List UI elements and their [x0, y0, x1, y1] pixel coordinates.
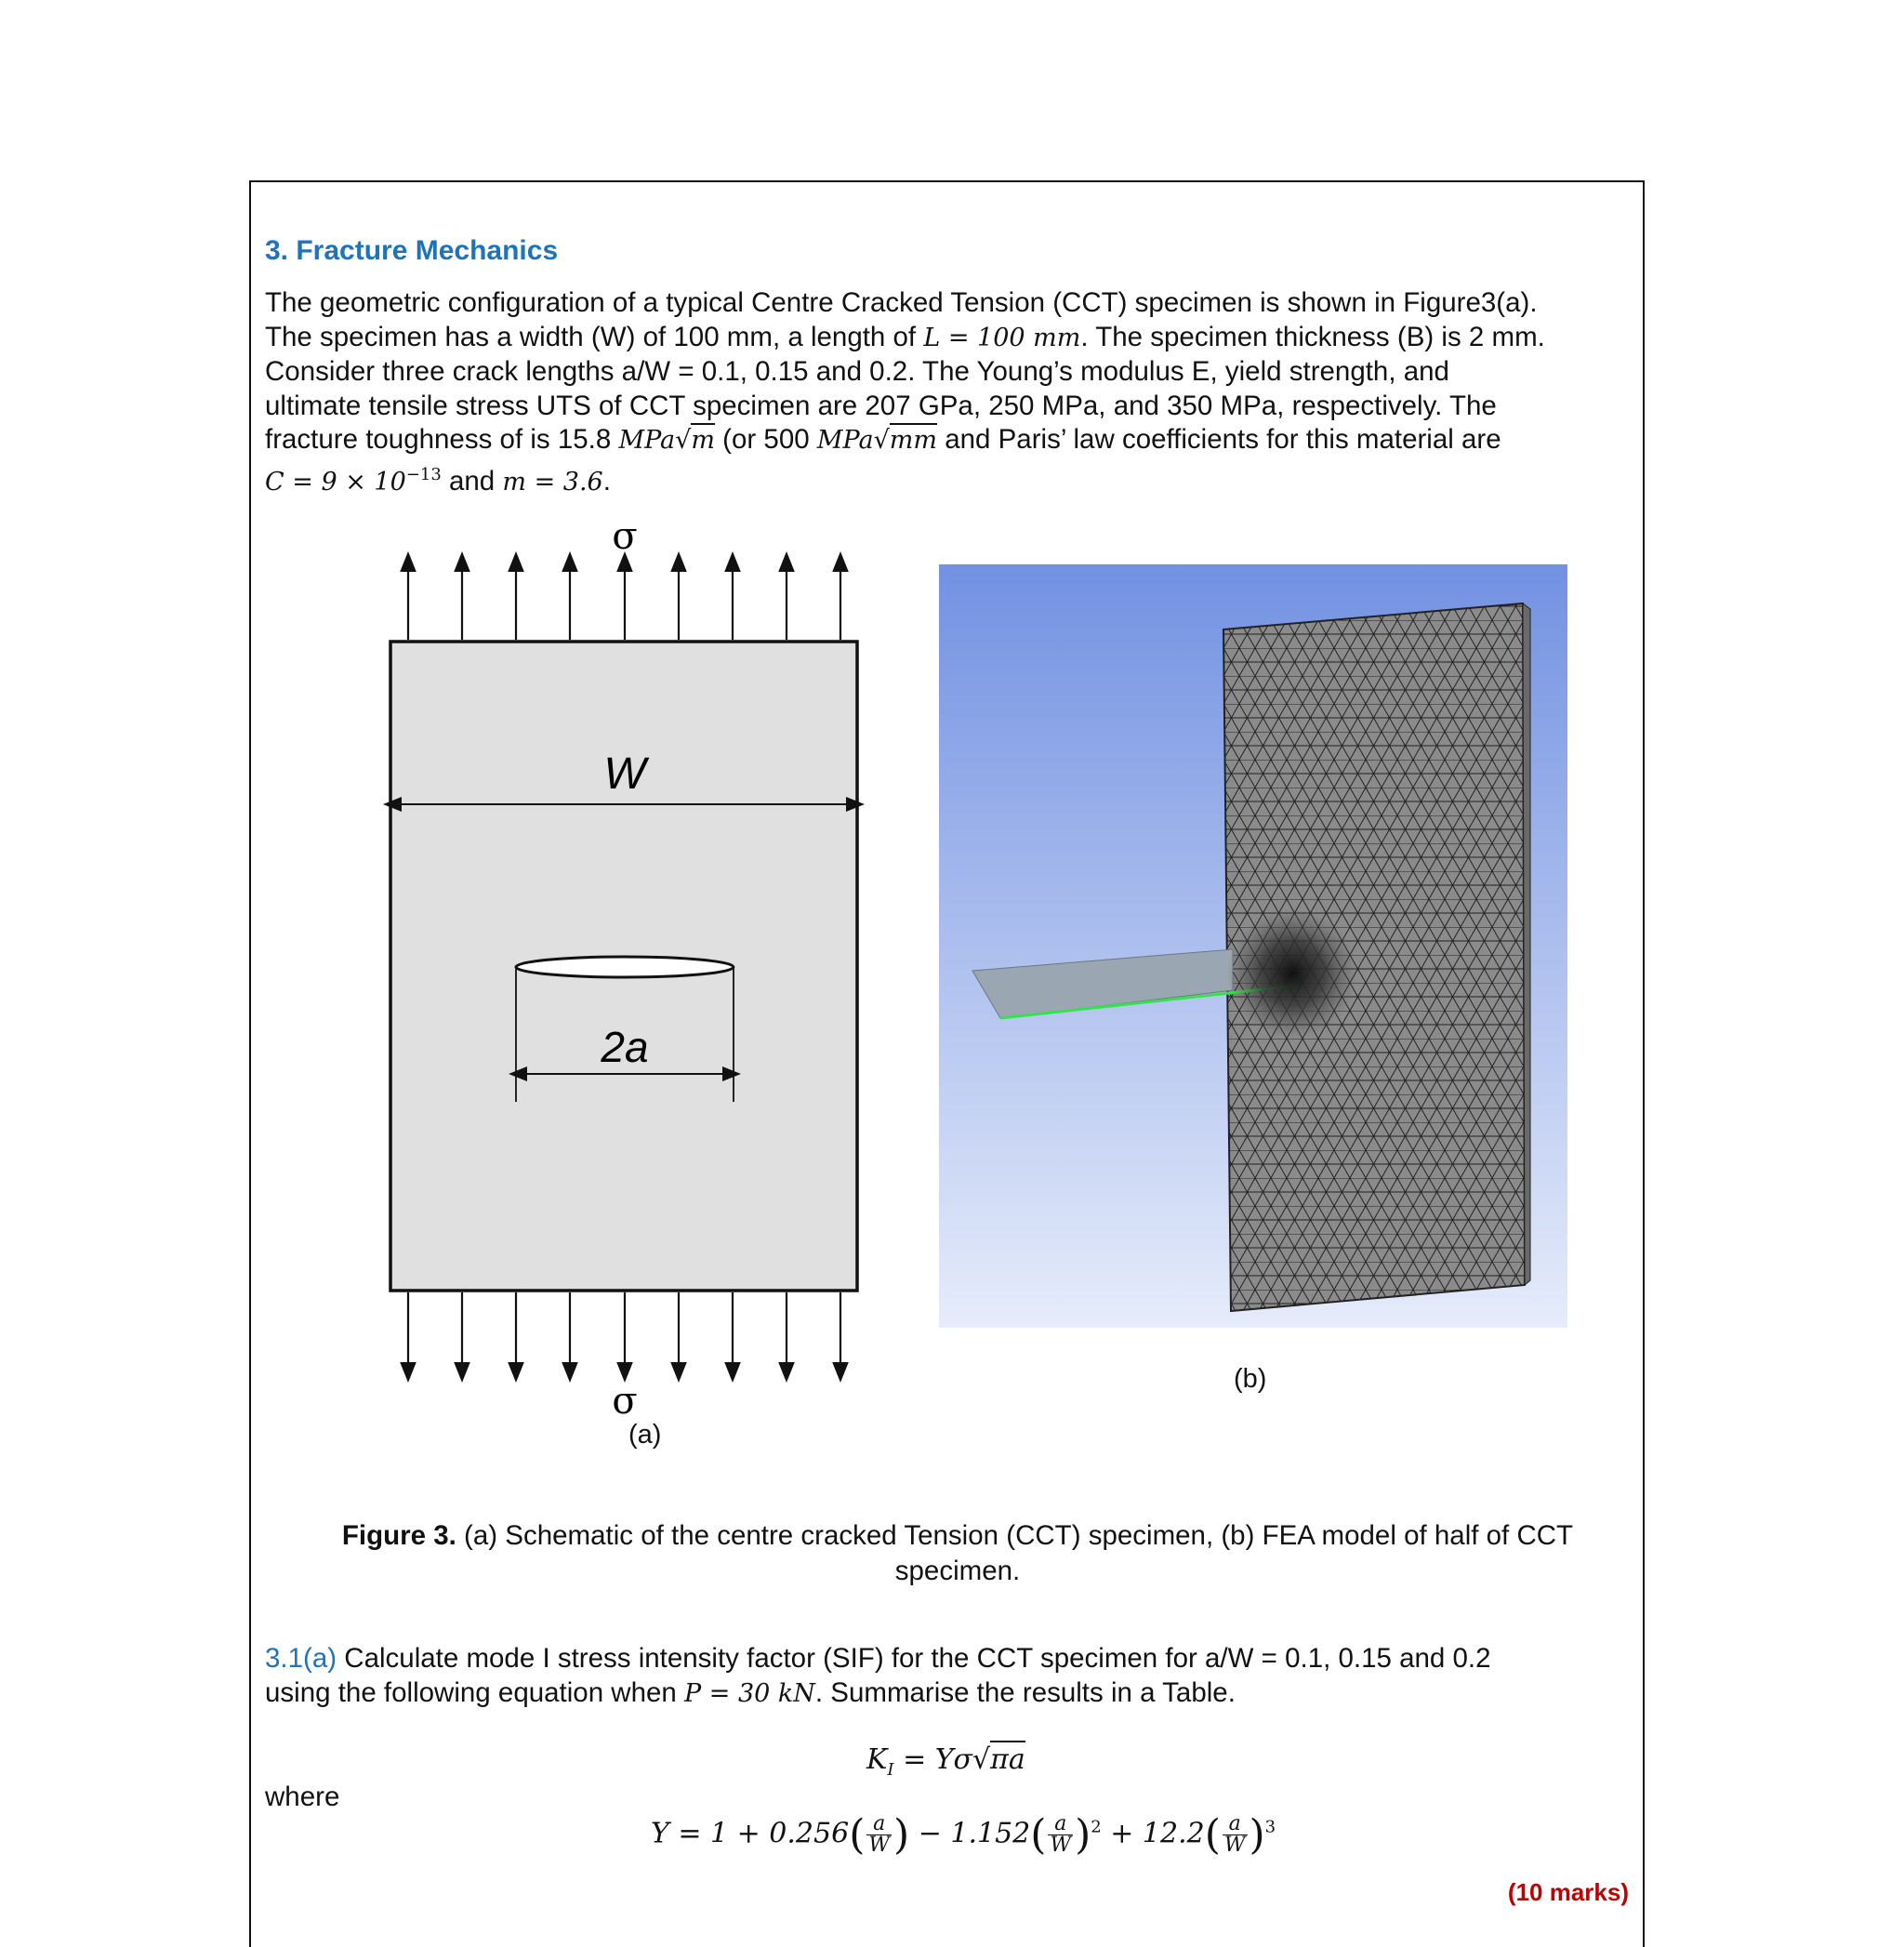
figure-caption: Figure 3. (a) Schematic of the centre cracked Tension (CCT) specimen, (b) FEA model of half of CCT specimen. — [341, 1520, 1574, 1586]
tensile-load-arrows-top — [408, 562, 840, 640]
figure-a-label: (a) — [628, 1420, 662, 1450]
crack-tip-refinement — [1227, 908, 1357, 1039]
para-line: fracture toughness of is 15.8 MPa√m (or 500 MPa√mm and Paris’ law coefficients for this material are — [265, 424, 1501, 455]
para-line: The geometric configuration of a typical Centre Cracked Tension (CCT) specimen is shown in Figure3(a). — [265, 287, 1538, 318]
width-label: W — [603, 749, 646, 799]
crack-label: 2a — [601, 1023, 649, 1071]
para-line: Consider three crack lengths a/W = 0.1, 0.15 and 0.2. The Young’s modulus E, yield strength, and — [265, 356, 1449, 387]
para-line: ultimate tensile stress UTS of CCT specimen are 207 GPa, 250 MPa, and 350 MPa, respectively. The — [265, 390, 1497, 421]
tensile-load-arrows-bottom — [408, 1292, 840, 1372]
question-number: 3.1(a) — [265, 1643, 337, 1674]
para-line: The specimen has a width (W) of 100 mm, a length of L = 100 mm. The specimen thickness (B) is 2 mm. — [265, 321, 1545, 352]
fea-model-image — [939, 564, 1567, 1328]
stress-symbol-top: σ — [612, 515, 638, 558]
cct-schematic — [372, 511, 892, 1460]
para-line: $C = 9 \times 10^{-13}$ and m = 3.6. — [265, 464, 611, 497]
centre-crack — [516, 957, 734, 977]
where-label: where — [265, 1781, 340, 1812]
sif-equation: $K_I = Y\sigma√\pi a$ — [866, 1743, 1025, 1780]
intro-paragraph — [265, 286, 1632, 499]
stress-symbol-bottom: σ — [612, 1380, 638, 1423]
marks-label: (10 marks) — [1507, 1878, 1629, 1906]
geometry-factor-equation: Y = 1 + 0.256( $\frac{a}{W}$ ) − 1.152( $\frac{a}{W}$ )$^2$ + 12.2( $\frac{a}{W}$ )$^3$ — [651, 1811, 1276, 1859]
question-3-1a: 3.1(a) Calculate mode I stress intensity factor (SIF) for the CCT specimen for a/W = 0.1, 0.15 and 0.2 using the following equation when P = 30 kN. Summarise the results in a Table. — [265, 1643, 1491, 1708]
figure-b-label: (b) — [1234, 1364, 1267, 1394]
section-heading: 3. Fracture Mechanics — [265, 235, 559, 266]
